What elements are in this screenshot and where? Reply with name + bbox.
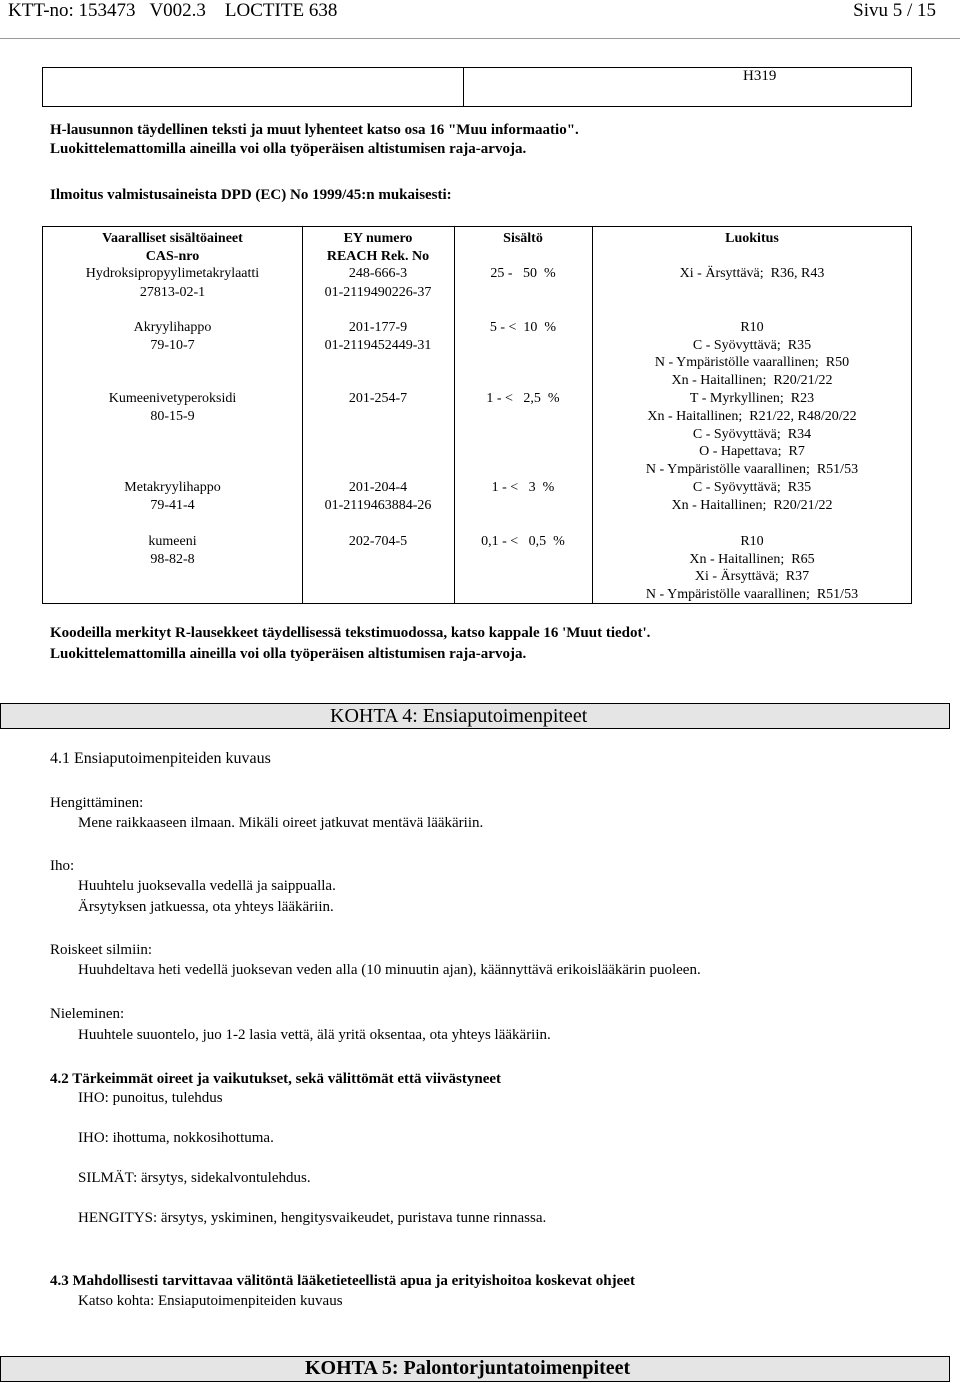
classification: Xn - Haitallinen; R65: [689, 552, 815, 567]
page-header: [8, 0, 936, 30]
substance-name: Metakryylihappo: [124, 480, 221, 495]
h-statement-note: H-lausunnon täydellinen teksti ja muut lyhenteet katso osa 16 "Muu informaatio".: [50, 122, 579, 138]
classification: Xn - Haitallinen; R21/22, R48/20/22: [647, 409, 857, 424]
ec-number: 248-666-3: [348, 266, 408, 281]
classification: N - Ympäristölle vaarallinen; R50: [654, 355, 850, 370]
header-cas: CAS-nro: [145, 249, 200, 264]
subsection-4-3: 4.3 Mahdollisesti tarvittavaa välitöntä lääketieteellistä apua ja erityishoitoa koskevat ohjeet: [50, 1273, 635, 1289]
ingestion-label: Nieleminen:: [50, 1006, 125, 1022]
substance-name: Kumeenivetyperoksidi: [108, 391, 237, 406]
header-reach: REACH Rek. No: [326, 249, 430, 264]
classification: C - Syövyttävä; R34: [692, 427, 812, 442]
exposure-note: Luokittelemattomilla aineilla voi olla työperäisen altistumisen raja-arvoja.: [50, 646, 527, 662]
subsection-4-2: 4.2 Tärkeimmät oireet ja vaikutukset, sekä välittömät että viivästyneet: [50, 1071, 502, 1087]
composition-table: [42, 226, 912, 604]
cas-number: 80-15-9: [150, 409, 195, 424]
classification: R10: [740, 534, 764, 549]
cas-number: 79-41-4: [150, 498, 195, 513]
substance-name: Hydroksipropyylimetakrylaatti: [85, 266, 260, 281]
inhalation-text: Mene raikkaaseen ilmaan. Mikäli oireet jatkuvat mentävä lääkäriin.: [78, 815, 484, 831]
eye-label: Roiskeet silmiin:: [50, 942, 153, 958]
symptom-text: HENGITYS: ärsytys, yskiminen, hengitysvaikeudet, puristava tunne rinnassa.: [78, 1210, 547, 1226]
classification: Xi - Ärsyttävä; R36, R43: [679, 266, 825, 281]
cas-number: 27813-02-1: [139, 285, 206, 300]
ec-number: 202-704-5: [348, 534, 408, 549]
header-divider: [0, 38, 960, 39]
classification: R10: [740, 320, 764, 335]
classification: C - Syövyttävä; R35: [692, 338, 812, 353]
skin-text: Ärsytyksen jatkuessa, ota yhteys lääkäriin.: [78, 899, 334, 915]
ec-number: 201-177-9: [348, 320, 408, 335]
subsection-4-1: 4.1 Ensiaputoimenpiteiden kuvaus: [50, 750, 271, 767]
symptom-text: IHO: punoitus, tulehdus: [78, 1090, 223, 1106]
cas-number: 98-82-8: [150, 552, 195, 567]
reach-number: 01-2119452449-31: [324, 338, 432, 353]
skin-label: Iho:: [50, 858, 75, 874]
eye-text: Huuhdeltava heti vedellä juoksevan veden alla (10 minuutin ajan), käännyttävä erikoislääkärin puoleen.: [78, 962, 701, 978]
content-range: 1 - < 2,5 %: [486, 391, 560, 406]
ec-number: 201-204-4: [348, 480, 408, 495]
classification: C - Syövyttävä; R35: [692, 480, 812, 495]
content-range: 1 - < 3 %: [491, 480, 555, 495]
content-range: 25 - 50 %: [490, 266, 556, 281]
skin-text: Huuhtelu juoksevalla vedellä ja saippualla.: [78, 878, 336, 894]
classification: Xn - Haitallinen; R20/21/22: [671, 498, 833, 513]
classification: T - Myrkyllinen; R23: [689, 391, 815, 406]
hazard-statement-box: [42, 67, 912, 107]
reach-number: 01-2119463884-26: [324, 498, 432, 513]
hazard-code: H319: [743, 68, 777, 84]
r-phrases-note: Koodeilla merkityt R-lausekkeet täydellisessä tekstimuodossa, katso kappale 16 'Muut tiedot'.: [50, 625, 651, 641]
ingestion-text: Huuhtele suuontelo, juo 1-2 lasia vettä, älä yritä oksentaa, ota yhteys lääkäriin.: [78, 1027, 551, 1043]
page-number: Sivu 5 / 15: [853, 0, 936, 21]
ec-number: 201-254-7: [348, 391, 408, 406]
subsection-4-3-text: Katso kohta: Ensiaputoimenpiteiden kuvaus: [78, 1293, 343, 1309]
content-range: 0,1 - < 0,5 %: [481, 534, 565, 549]
classification: N - Ympäristölle vaarallinen; R51/53: [645, 587, 859, 602]
document-id: KTT-no: 153473 V002.3 LOCTITE 638: [8, 0, 338, 21]
substance-name: Akryylihappo: [133, 320, 212, 335]
section-4-title: KOHTA 4: Ensiaputoimenpiteet: [330, 705, 588, 727]
symptom-text: IHO: ihottuma, nokkosihottuma.: [78, 1130, 274, 1146]
classification: N - Ympäristölle vaarallinen; R51/53: [645, 462, 859, 477]
header-content: Sisältö: [503, 231, 543, 246]
dpd-title: Ilmoitus valmistusaineista DPD (EC) No 1999/45:n mukaisesti:: [50, 187, 452, 203]
classification: Xn - Haitallinen; R20/21/22: [671, 373, 833, 388]
content-range: 5 - < 10 %: [489, 320, 557, 335]
header-substance: Vaaralliset sisältöaineet: [102, 231, 243, 246]
reach-number: 01-2119490226-37: [324, 285, 432, 300]
exposure-note: Luokittelemattomilla aineilla voi olla työperäisen altistumisen raja-arvoja.: [50, 141, 527, 157]
inhalation-label: Hengittäminen:: [50, 795, 144, 811]
classification: O - Hapettava; R7: [699, 444, 805, 459]
classification: Xi - Ärsyttävä; R37: [694, 569, 810, 584]
header-ec: EY numero: [343, 231, 413, 246]
section-5-title: KOHTA 5: Palontorjuntatoimenpiteet: [305, 1357, 631, 1379]
header-classification: Luokitus: [725, 231, 779, 246]
box-divider: [463, 68, 464, 106]
substance-name: kumeeni: [148, 534, 197, 549]
symptom-text: SILMÄT: ärsytys, sidekalvontulehdus.: [78, 1170, 311, 1186]
cas-number: 79-10-7: [150, 338, 195, 353]
